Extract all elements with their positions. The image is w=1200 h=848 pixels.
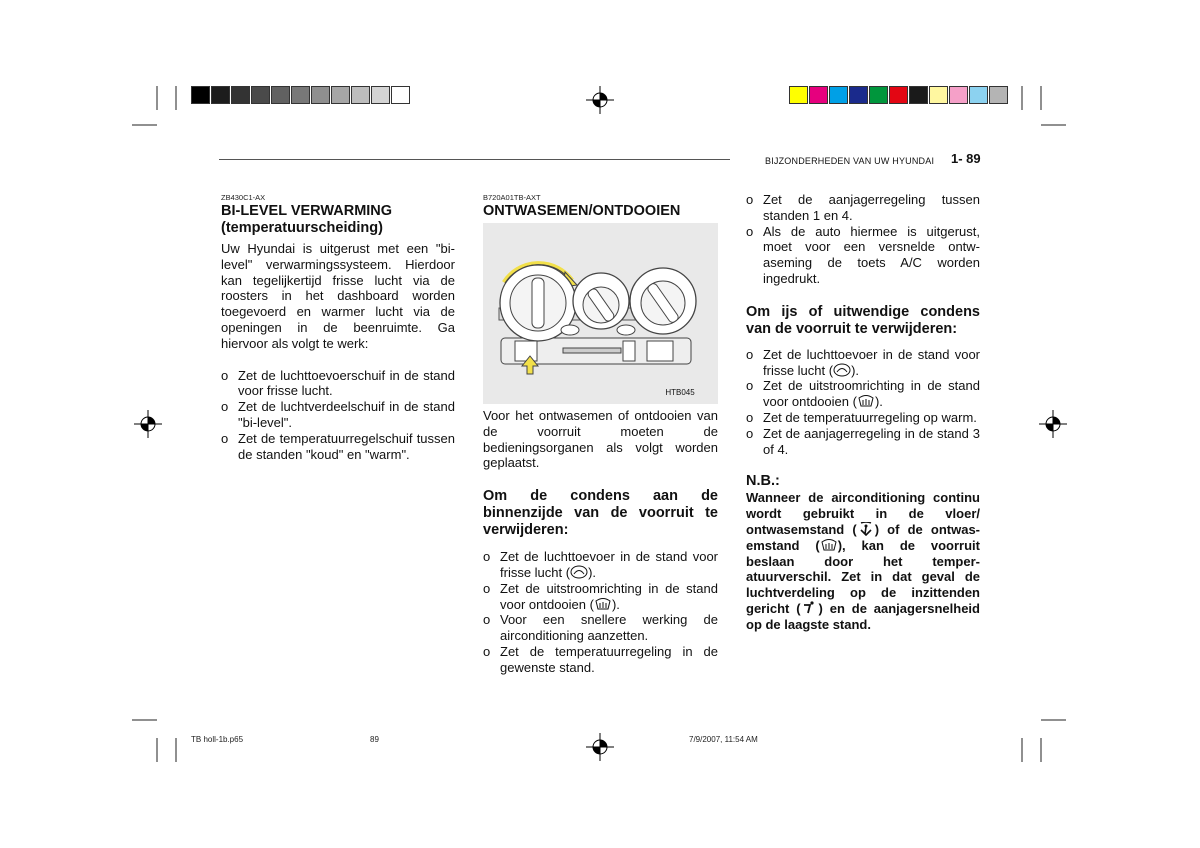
- color-swatch: [291, 86, 310, 104]
- subheading-exterior-ice: Om ijs of uitwendige condens van de voorruit te verwijderen:: [746, 303, 980, 337]
- note-text: Wanneer de airconditioning continu wordt gebruikt in de vloer/ ontwasemstand ( ) of de ontwas-emstand ( ), kan de voorruit beslaan door het temper-atuurverschil. Zet in dat geval de luchtverdeling op de inzittenden gericht ( ) en de aanjagersnelheid op de laagste stand.: [746, 490, 981, 632]
- column-2: [483, 193, 718, 220]
- registration-target-left: [133, 409, 163, 439]
- list-item: o Zet de temperatuurregeling in de gewenste stand.: [483, 643, 718, 675]
- registration-target-right: [1038, 409, 1068, 439]
- section-title: BIJZONDERHEDEN VAN UW HYUNDAI: [765, 156, 935, 166]
- color-swatch: [251, 86, 270, 104]
- color-swatch: [929, 86, 948, 104]
- color-swatch: [351, 86, 370, 104]
- list-item: o Zet de luchttoevoer in de stand voor frisse lucht ( ).: [483, 549, 718, 580]
- list-item: o Zet de luchttoevoerschuif in de stand voor frisse lucht.: [221, 367, 455, 399]
- color-swatch: [311, 86, 330, 104]
- fresh-air-icon: [833, 363, 851, 377]
- footer-date: 7/9/2007, 11:54 AM: [689, 735, 758, 744]
- color-swatch: [231, 86, 250, 104]
- list-item: o Zet de temperatuurregelschuif tussen de standen "koud" en "warm".: [221, 430, 455, 462]
- instruction-list: [221, 368, 455, 463]
- list-item: o Zet de uitstroomrichting in de stand voor ontdooien ( ).: [746, 378, 980, 410]
- color-bar: [789, 86, 1009, 106]
- list-item: o Zet de aanjagerregeling in de stand 3 of 4.: [746, 425, 980, 457]
- color-swatch: [809, 86, 828, 104]
- color-swatch: [949, 86, 968, 104]
- list-item: o Zet de luchtverdeelschuif in de stand "bi-level".: [221, 399, 455, 430]
- floor-defrost-icon: [857, 522, 875, 536]
- face-vent-icon: [801, 601, 819, 615]
- color-swatch: [371, 86, 390, 104]
- page-number: 1- 89: [951, 151, 981, 166]
- column-3: [746, 192, 980, 633]
- figure-label: HTB045: [665, 388, 695, 397]
- color-swatch: [869, 86, 888, 104]
- list-item: o Als de auto hiermee is uitgerust, moet voor een versnelde ontw-aseming de toets A/C worden ingedrukt.: [746, 223, 980, 286]
- color-swatch: [211, 86, 230, 104]
- color-swatch: [829, 86, 848, 104]
- climate-control-illustration: [483, 223, 718, 404]
- instruction-list-top: [746, 192, 980, 287]
- defrost-icon: [857, 394, 875, 408]
- intro-paragraph: Uw Hyundai is uitgerust met een "bi-level" verwarmingssysteem. Hierdoor kan tegelijkertijd frisse lucht via de roosters in het dashboard worden toegevoerd en warmer lucht via de openingen in de beenruimte. Ga hiervoor als volgt te werk:: [221, 241, 455, 351]
- defrost-paragraph: Voor het ontwasemen of ontdooien van de voorruit moeten de bedieningsorganen als volgt worden geplaatst.: [483, 408, 718, 471]
- defrost-icon: [820, 538, 838, 552]
- list-item: o Zet de temperatuurregeling op warm.: [746, 409, 977, 425]
- list-item: o Zet de luchttoevoer in de stand voor frisse lucht ( ).: [746, 346, 980, 378]
- column-2-body: [483, 408, 718, 676]
- heading-defrost: ONTWASEMEN/ONTDOOIEN: [483, 203, 681, 219]
- footer-filename: TB holl-1b.p65: [191, 735, 244, 744]
- note-heading: N.B.:: [746, 473, 780, 490]
- column-1: [221, 193, 455, 462]
- subheading-inside-condensation: Om de condens aan de binnenzijde van de voorruit te verwijderen:: [483, 488, 718, 539]
- color-swatch: [191, 86, 210, 104]
- registration-target-top: [585, 85, 615, 115]
- color-swatch: [271, 86, 290, 104]
- registration-target-bottom: [585, 732, 615, 762]
- color-swatch: [909, 86, 928, 104]
- section-code: ZB430C1-AX: [221, 193, 266, 202]
- instruction-list: [746, 347, 980, 458]
- header-rule: [219, 159, 730, 160]
- color-swatch: [331, 86, 350, 104]
- section-code: B720A01TB-AXT: [483, 193, 541, 202]
- list-item: o Zet de aanjagerregeling tussen standen 1 en 4.: [746, 192, 980, 223]
- control-panel-drawing: [483, 223, 718, 404]
- list-item: o Voor een snellere werking de airconditioning aanzetten.: [483, 612, 718, 644]
- color-swatch: [969, 86, 988, 104]
- color-swatch: [849, 86, 868, 104]
- color-swatch: [889, 86, 908, 104]
- heading-subtitle: (temperatuurscheiding): [221, 220, 383, 236]
- grayscale-bar: [191, 86, 411, 106]
- fresh-air-icon: [570, 565, 588, 579]
- color-swatch: [391, 86, 410, 104]
- footer-page: 89: [370, 735, 379, 744]
- instruction-list: [483, 549, 718, 675]
- color-swatch: [989, 86, 1008, 104]
- heading-bi-level: BI-LEVEL VERWARMING: [221, 203, 393, 219]
- list-item: o Zet de uitstroomrichting in de stand voor ontdooien ( ).: [483, 580, 718, 612]
- color-swatch: [789, 86, 808, 104]
- defrost-icon: [594, 597, 612, 611]
